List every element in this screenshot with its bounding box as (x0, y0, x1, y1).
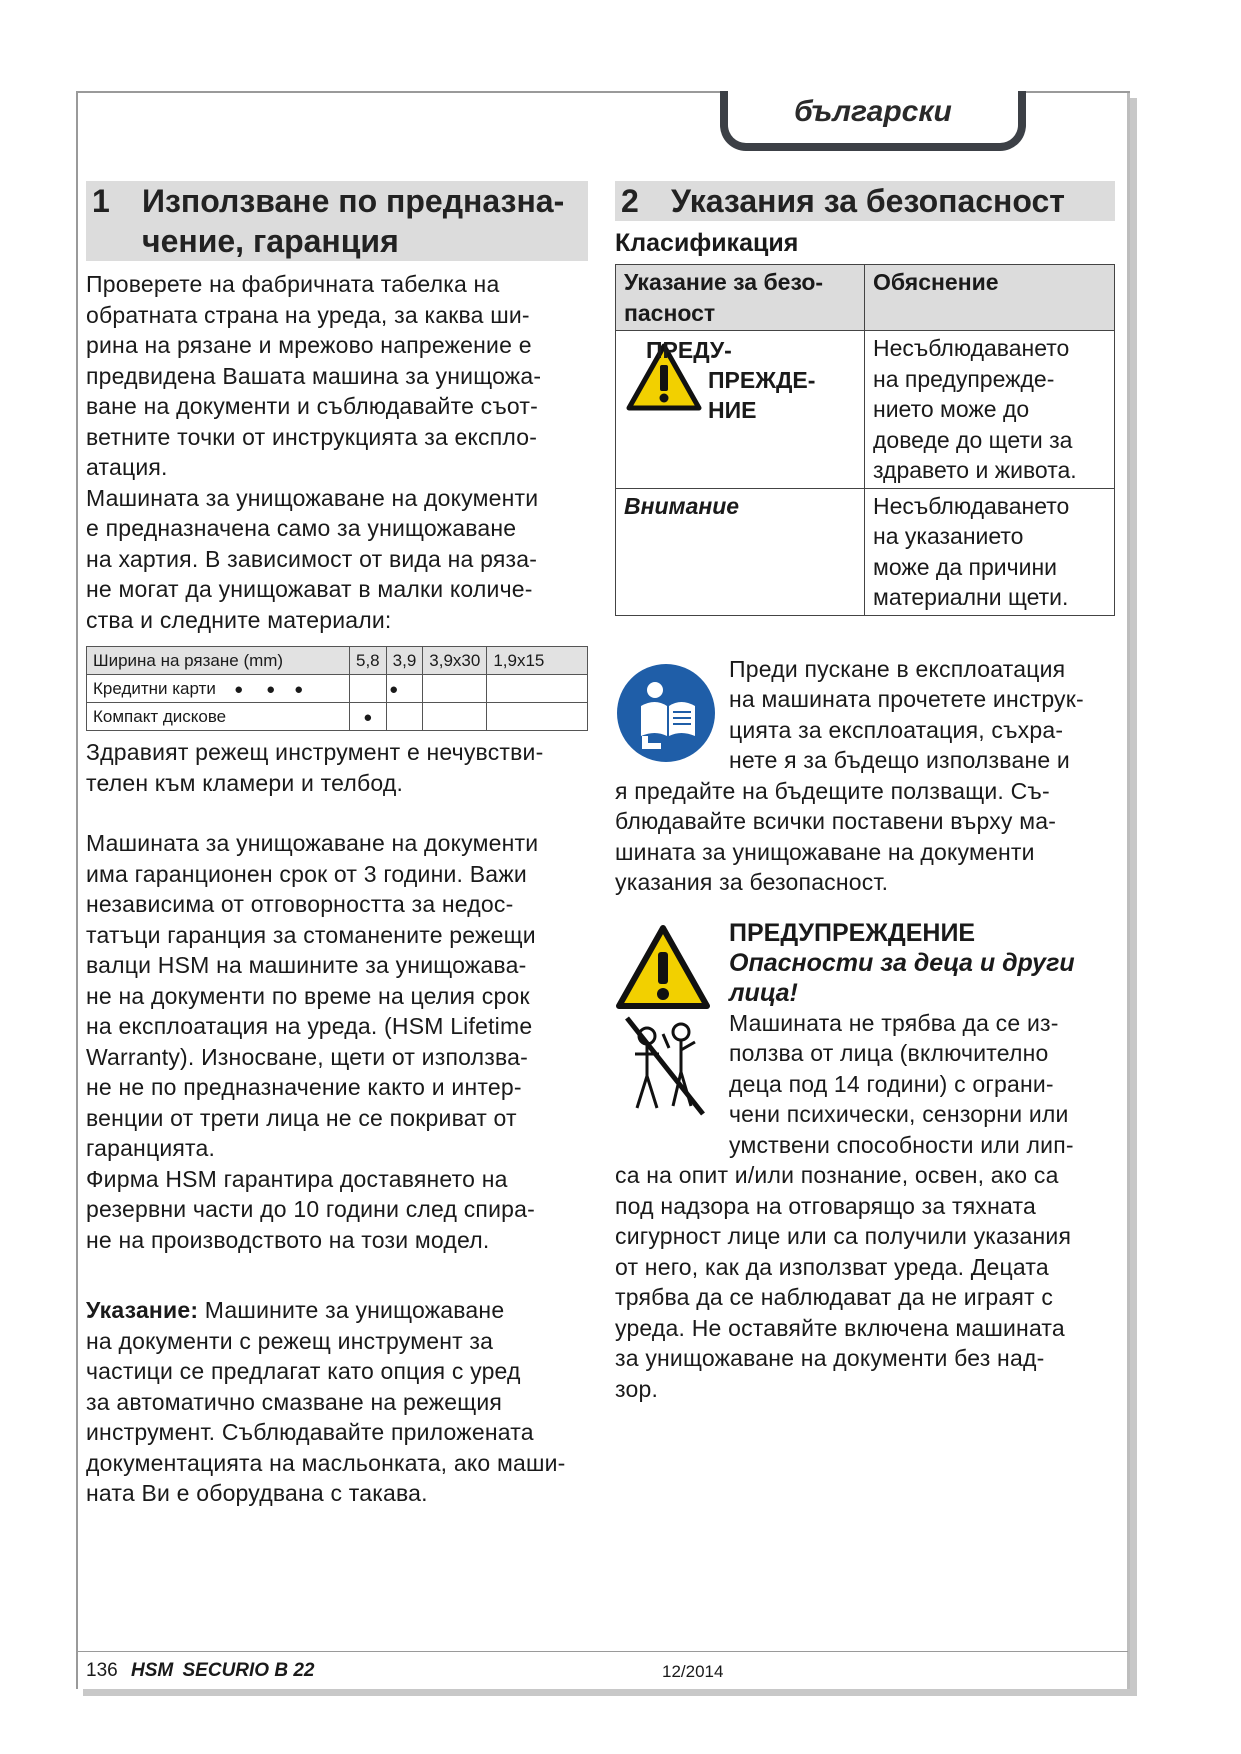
table-row (616, 488, 1115, 615)
section-1-heading (86, 181, 588, 261)
note-label: Указание: (86, 1297, 199, 1323)
classification-table (615, 264, 1115, 616)
left-column (86, 181, 588, 1509)
paragraph: Машината за унищожаване на документи има гаранционен срок от 3 години. Важи независима от отговорността за недос- татъци гаранция за стоманените режещи валци HSM на машините за унищожава- не на документи по време на целия срок на експлоатация на уреда. (HSM Lifetime Warranty). Износване, щети от използва- не не по предназначение както и интер- венции от трети лица не се покриват от гаранцията. (86, 830, 539, 1161)
table-row (616, 265, 1115, 331)
table-cell: ● (350, 703, 387, 731)
paragraph: са на опит и/или познание, освен, ако са под надзора на отговарящо за тяхната сигурност лице или са получили указания от него, как да използват уреда. Децата трябва да се наблюдават да не играят с уреда. Не оставяйте включена машината за унищожаване на документи без над- зор. (615, 1162, 1072, 1402)
table-cell: 3,9x30 (423, 647, 487, 675)
paragraph: я предайте на бъдещите ползващи. Съ- блюдавайте всички поставени върху ма- шината за унищожаване на документи указания за безопасност. (615, 777, 1057, 895)
note-paragraph: Указание: Машините за унищожаване на документи с режещ инструмент за частици се предлагат като опция с уред за автоматично смазване на режещия инструмент. Съблюдавайте приложената документацията на масльонката, ако маши- ната Ви е оборудвана с такава. (86, 1297, 566, 1506)
table-cell: 5,8 (350, 647, 387, 675)
right-column (615, 181, 1115, 1404)
table-cell: Несъблюдаването на предупрежде- нието може до доведе до щети за здравето и живота. (865, 331, 1115, 489)
page-number: 136 (86, 1660, 118, 1681)
table-row (616, 331, 1115, 489)
table-cell: 3,9 (386, 647, 423, 675)
paragraph: Здравият режещ инструмент е нечувстви- телен към кламери и телбод. (86, 739, 544, 796)
table-cell (423, 703, 487, 731)
table-cell: Компакт дискове (87, 703, 350, 731)
children-warning (615, 918, 1115, 1405)
table-cell: Кредитни карти ● ● ● (87, 675, 350, 703)
warning-triangle-icon (615, 924, 711, 1010)
table-row (87, 703, 588, 731)
cut-width-table (86, 646, 588, 731)
section-number: 1 (92, 183, 110, 219)
section-number: 2 (621, 183, 639, 219)
warning-label: ПРЕДУ- ПРЕЖДЕ- НИЕ (646, 337, 816, 423)
paragraph: Машината не трябва да се из- ползва от лица (включително деца под 14 години) с ограни- чени психически, сензорни или умствени способности или лип- (729, 1009, 1074, 1158)
section-title-line: чение, гаранция (142, 223, 399, 259)
table-cell (423, 675, 487, 703)
table-cell: Ширина на рязане (mm) (87, 647, 350, 675)
no-children-icon (619, 1014, 709, 1118)
read-manual-icon (615, 662, 717, 764)
language-tab: български (720, 91, 1026, 151)
table-cell (386, 703, 423, 731)
table-cell: ● (386, 675, 423, 703)
table-cell: Указание за безо- пасност (616, 265, 865, 331)
paragraph: Фирма HSM гарантира доставянето на резервни части до 10 години след спира- не на производството на този модел. (86, 1165, 535, 1253)
footer-divider (78, 1651, 1128, 1652)
table-cell (487, 703, 588, 731)
classification-heading: Класификация (615, 229, 799, 257)
table-row (87, 675, 588, 703)
table-row (87, 647, 588, 675)
table-cell: Несъблюдаването на указанието може да причини материални щети. (865, 488, 1115, 615)
table-cell (487, 675, 588, 703)
table-cell (616, 331, 865, 489)
warning-subheading: Опасности за деца и други лица! (729, 948, 1075, 1007)
paragraph: Машината за унищожаване на документи е предназначена само за унищожаване на хартия. В зависимост от вида на ряза- не могат да унищожават в малки количе- ства и следните материали: (86, 484, 539, 633)
table-cell: Внимание (616, 488, 865, 615)
section-2-heading (615, 181, 1115, 221)
table-cell: Обяснение (865, 265, 1115, 331)
table-cell (350, 675, 387, 703)
footer-left (86, 1660, 314, 1682)
model-name: SECURIO B 22 (182, 1660, 315, 1681)
footer-date: 12/2014 (662, 1662, 724, 1681)
warning-heading: ПРЕДУПРЕЖДЕНИЕ (729, 918, 976, 947)
paragraph: Преди пускане в експлоатация на машината прочетете инструк- цията за експлоатация, съхра- нете я за бъдещо използване и (729, 655, 1084, 773)
section-title-line: Използване по предназна- (142, 183, 565, 219)
read-manual-notice (615, 654, 1115, 898)
table-cell: 1,9x15 (487, 647, 588, 675)
paragraph: Проверете на фабричната табелка на обратната страна на уреда, за каква ши- рина на рязане и мрежово напрежение е предвидена Вашата машина за унищожа- ване на документи и съблюдавайте съот- ветните точки от инструкцията за експло- атация. (86, 271, 542, 480)
brand-logo: HSM (130, 1660, 174, 1681)
section-title: Указания за безопасност (671, 183, 1065, 219)
